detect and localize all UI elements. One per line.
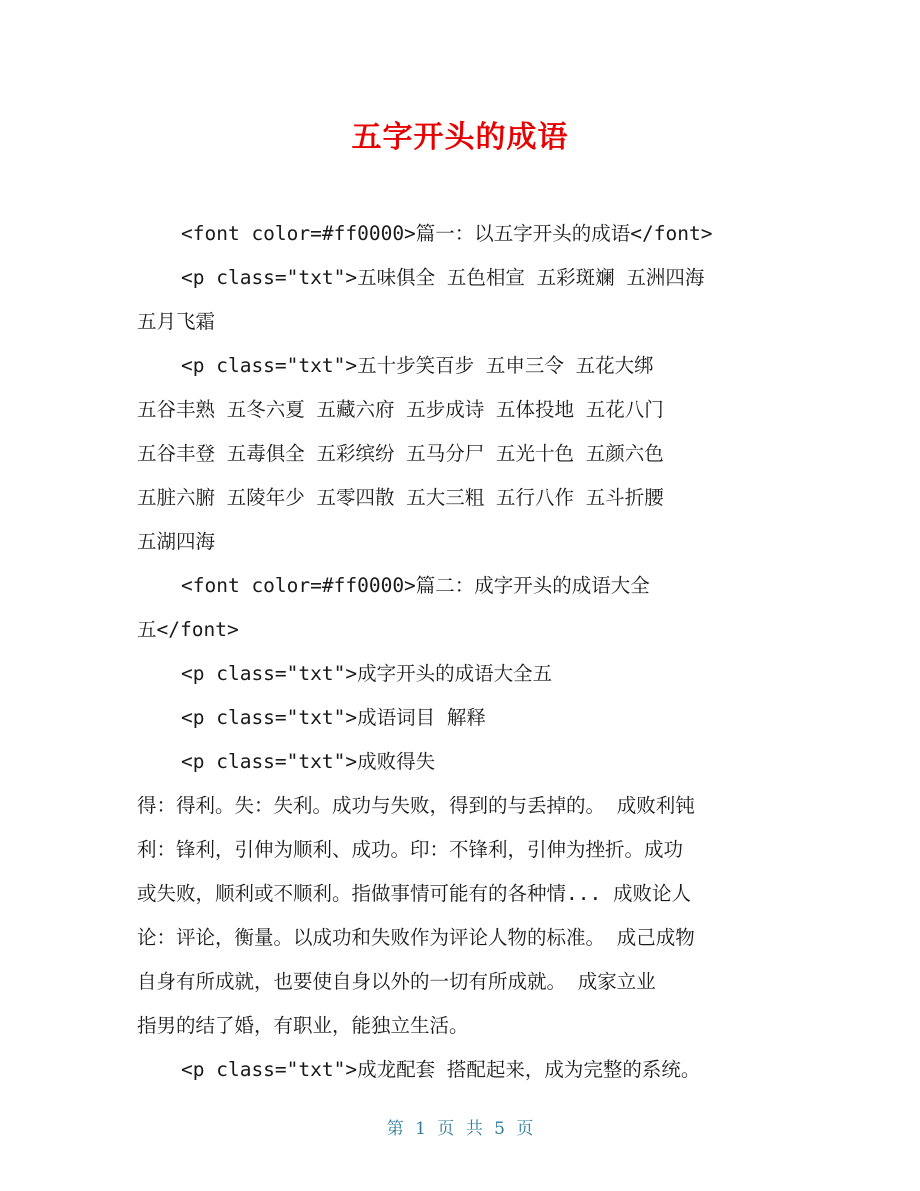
- text-line: <p class="txt">成龙配套 搭配起来，成为完整的系统。: [181, 1058, 701, 1081]
- text-line: <p class="txt">五味俱全 五色相宣 五彩斑斓 五洲四海: [181, 266, 705, 289]
- text-line: 论：评论，衡量。以成功和失败作为评论人物的标准。 成己成物: [137, 926, 695, 949]
- page-title: 五字开头的成语: [351, 120, 569, 155]
- text-line: 五脏六腑 五陵年少 五零四散 五大三粗 五行八作 五斗折腰: [137, 486, 664, 509]
- page-number-footer: 第 1 页 共 5 页: [386, 1119, 534, 1139]
- document-body: [137, 212, 787, 1092]
- text-line: <p class="txt">成语词目 解释: [181, 706, 486, 729]
- text-line: <font color=#ff0000>篇一：以五字开头的成语</font>: [181, 222, 713, 245]
- text-line: 利：锋利，引伸为顺利、成功。印：不锋利，引伸为挫折。成功: [137, 838, 684, 861]
- text-line: 指男的结了婚，有职业，能独立生活。: [137, 1014, 469, 1037]
- text-line: 五</font>: [137, 618, 239, 641]
- text-line: 五谷丰熟 五冬六夏 五藏六府 五步成诗 五体投地 五花八门: [137, 398, 664, 421]
- text-line: 五湖四海: [137, 530, 216, 553]
- text-line: <p class="txt">成字开头的成语大全五: [181, 662, 553, 685]
- text-line: 自身有所成就，也要使自身以外的一切有所成就。 成家立业: [137, 970, 656, 993]
- text-line: 五谷丰登 五毒俱全 五彩缤纷 五马分尸 五光十色 五颜六色: [137, 442, 664, 465]
- text-line: 得：得利。失：失利。成功与失败，得到的与丢掉的。 成败利钝: [137, 794, 695, 817]
- text-line: <p class="txt">成败得失: [181, 750, 436, 773]
- text-line: 五月飞霜: [137, 310, 216, 333]
- text-line: 或失败，顺利或不顺利。指做事情可能有的各种情... 成败论人: [137, 882, 691, 905]
- text-line: <p class="txt">五十步笑百步 五申三令 五花大绑: [181, 354, 654, 377]
- text-line: <font color=#ff0000>篇二：成字开头的成语大全: [181, 574, 650, 597]
